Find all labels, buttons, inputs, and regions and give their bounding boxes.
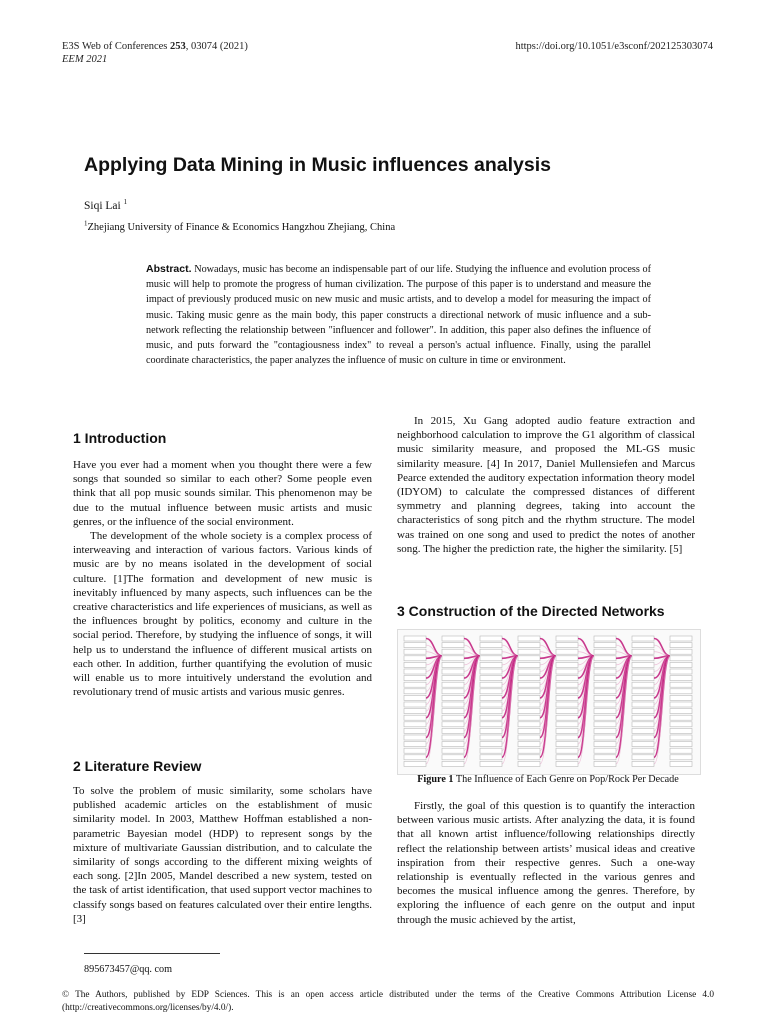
genre-node-box [404, 761, 426, 766]
genre-node-box [518, 728, 540, 733]
genre-node-box [404, 643, 426, 648]
paragraph: Firstly, the goal of this question is to quantify the interaction between various music artists. After analyzing the data, it is found that all known artist influence/following relationships directly reflect the relationship between artists’ musical ideas and creative inspiration from their respective genres. Such a one-way relationship is eventually reflected in the various genres and becomes the musical influence among the genres. Therefore, by exploring the influence of each genre on the output and input through the music achieved by the artist, [397, 800, 695, 926]
genre-node-box [556, 715, 578, 720]
genre-node-box [670, 636, 692, 641]
genre-node-box [594, 761, 616, 766]
paragraph: To solve the problem of music similarity, some scholars have published academic articles on the establishment of music similarity model. In 2003, Matthew Hoffman established a non-parametric Bayesian model (HDP) to represent songs by the mixture of multivariate Gaussian distribution, and to calculate the similarity of songs according to the different mixing weights of each song. [2]In 2005, Mandel described a new system, tested on the task of artist identification, that used support vector machines to classify songs based on features calculated over their entire lengths.[3] [73, 785, 372, 925]
genre-node-box [480, 702, 502, 707]
influence-flow-link [540, 639, 556, 656]
influence-flow-link [464, 639, 480, 656]
genre-node-box [556, 662, 578, 667]
genre-node-box [670, 715, 692, 720]
genre-node-box [480, 682, 502, 687]
license-statement: © The Authors, published by EDP Sciences. This is an open access article distributed under the terms of the Creative Commons Attribution License 4.0 (http://creativecommons.org/licenses/by/4.0/). [62, 990, 714, 1013]
figure-caption [397, 774, 699, 786]
genre-node-box [442, 709, 464, 714]
genre-node-box [556, 695, 578, 700]
influence-flow-link [616, 639, 632, 656]
genre-node-box [404, 676, 426, 681]
genre-node-box [518, 649, 540, 654]
genre-node-box [556, 735, 578, 740]
genre-node-box [480, 649, 502, 654]
genre-node-box [404, 715, 426, 720]
genre-node-box [518, 695, 540, 700]
genre-node-box [518, 722, 540, 727]
genre-node-box [442, 748, 464, 753]
influence-flow-diagram [398, 630, 700, 774]
genre-node-box [632, 728, 654, 733]
literature-review-body [73, 784, 372, 926]
genre-node-box [518, 689, 540, 694]
genre-node-box [480, 722, 502, 727]
genre-node-box [670, 728, 692, 733]
genre-node-box [594, 742, 616, 747]
genre-node-box [442, 689, 464, 694]
genre-node-box [518, 735, 540, 740]
genre-node-box [632, 715, 654, 720]
genre-node-box [404, 669, 426, 674]
genre-node-box [632, 689, 654, 694]
figure-caption-text: The Influence of Each Genre on Pop/Rock Per Decade [453, 774, 679, 785]
genre-node-box [480, 755, 502, 760]
genre-node-box [670, 755, 692, 760]
genre-node-box [594, 643, 616, 648]
genre-node-box [556, 742, 578, 747]
genre-node-box [480, 735, 502, 740]
genre-node-box [632, 682, 654, 687]
genre-node-box [556, 761, 578, 766]
genre-node-box [480, 709, 502, 714]
genre-node-box [404, 662, 426, 667]
author [84, 200, 127, 212]
genre-node-box [556, 755, 578, 760]
genre-node-box [518, 636, 540, 641]
genre-node-box [632, 722, 654, 727]
genre-node-box [404, 722, 426, 727]
genre-node-box [670, 689, 692, 694]
genre-node-box [670, 656, 692, 661]
genre-node-box [404, 748, 426, 753]
genre-node-box [442, 735, 464, 740]
genre-node-box [594, 722, 616, 727]
genre-node-box [670, 643, 692, 648]
genre-node-box [480, 695, 502, 700]
genre-node-box [632, 742, 654, 747]
genre-node-box [670, 649, 692, 654]
genre-node-box [404, 695, 426, 700]
directed-networks-body [397, 799, 695, 927]
genre-node-box [404, 636, 426, 641]
genre-node-box [632, 735, 654, 740]
genre-node-box [442, 702, 464, 707]
article-info: , 03074 (2021) [185, 41, 248, 52]
genre-node-box [480, 662, 502, 667]
genre-node-box [480, 689, 502, 694]
genre-node-box [594, 669, 616, 674]
genre-node-box [670, 748, 692, 753]
genre-node-box [480, 742, 502, 747]
genre-node-box [518, 742, 540, 747]
affiliation-text: Zhejiang University of Finance & Economics Hangzhou Zhejiang, China [87, 222, 396, 233]
influence-flow-link [426, 639, 442, 656]
genre-node-box [632, 669, 654, 674]
genre-node-box [594, 748, 616, 753]
genre-node-box [442, 643, 464, 648]
genre-node-box [594, 735, 616, 740]
journal-prefix: E3S Web of Conferences [62, 41, 171, 52]
section-heading-literature-review: 2 Literature Review [73, 758, 202, 774]
genre-node-box [518, 702, 540, 707]
genre-node-box [518, 676, 540, 681]
genre-node-box [632, 656, 654, 661]
influence-flow-link [654, 639, 670, 656]
abstract-text: Nowadays, music has become an indispensable part of our life. Studying the influence and evolution process of music will help to promote the progress of human civilization. The purpose of this paper is to understand and measure the impact of previously produced music on new music and music artists, and to develop a model for measuring the impact of music. Taking music genre as the main body, this paper constructs a directional network of music influence and a sub-network reflecting the relationship between "influencer and follower". In addition, this paper also defines the influence of music, and puts forward the "contagiousness index" to reveal a person's actual influence. Finally, using the parallel coordinate characteristics, the paper analyzes the influence of music on culture in time or environment. [146, 264, 652, 367]
genre-node-box [442, 715, 464, 720]
genre-node-box [670, 702, 692, 707]
affiliation-mark: 1 [84, 219, 88, 228]
genre-node-box [594, 682, 616, 687]
genre-node-box [632, 702, 654, 707]
genre-node-box [404, 742, 426, 747]
genre-node-box [670, 676, 692, 681]
genre-node-box [556, 728, 578, 733]
genre-node-box [594, 656, 616, 661]
genre-node-box [518, 669, 540, 674]
genre-node-box [556, 709, 578, 714]
section-heading-directed-networks: 3 Construction of the Directed Networks [397, 603, 665, 619]
genre-node-box [518, 682, 540, 687]
genre-node-box [442, 636, 464, 641]
genre-node-box [442, 742, 464, 747]
genre-node-box [442, 695, 464, 700]
genre-node-box [480, 676, 502, 681]
conference-name: EEM 2021 [62, 54, 108, 65]
genre-node-box [442, 649, 464, 654]
genre-node-box [594, 662, 616, 667]
genre-node-box [442, 755, 464, 760]
journal-volume: 253 [170, 41, 186, 52]
genre-node-box [632, 662, 654, 667]
genre-node-box [480, 643, 502, 648]
affiliation [84, 219, 396, 233]
genre-node-box [404, 649, 426, 654]
genre-node-box [518, 748, 540, 753]
genre-node-box [556, 702, 578, 707]
genre-node-box [442, 656, 464, 661]
genre-node-box [556, 636, 578, 641]
figure-genre-influence-network [397, 629, 701, 775]
genre-node-box [442, 728, 464, 733]
genre-node-box [594, 649, 616, 654]
paragraph: Have you ever had a moment when you thought there were a few songs that sounded so similar to each other? Some people even think that all pop music sounds similar. This phenomenon may be due to the mutual influence between music artists and music genres, or the influence of the social environment. [73, 459, 372, 528]
genre-node-box [480, 728, 502, 733]
section-heading-introduction: 1 Introduction [73, 430, 167, 446]
genre-node-box [670, 669, 692, 674]
journal-citation [62, 41, 248, 52]
genre-node-box [518, 755, 540, 760]
genre-node-box [632, 755, 654, 760]
genre-node-box [442, 669, 464, 674]
genre-node-box [480, 715, 502, 720]
author-affiliation-mark: 1 [123, 198, 128, 207]
genre-node-box [670, 662, 692, 667]
genre-node-box [594, 636, 616, 641]
genre-node-box [518, 715, 540, 720]
genre-node-box [480, 656, 502, 661]
footnote-separator [84, 953, 220, 954]
genre-node-box [670, 761, 692, 766]
figure-label: Figure 1 [417, 774, 454, 785]
genre-node-box [480, 636, 502, 641]
footnote-email: 895673457@qq. com [84, 964, 173, 975]
genre-node-box [404, 689, 426, 694]
genre-node-box [556, 722, 578, 727]
genre-node-box [404, 728, 426, 733]
genre-node-box [404, 702, 426, 707]
genre-node-box [518, 643, 540, 648]
genre-node-box [632, 643, 654, 648]
genre-node-box [556, 689, 578, 694]
genre-node-box [518, 656, 540, 661]
literature-review-continued [397, 414, 695, 556]
genre-node-box [518, 761, 540, 766]
genre-node-box [670, 742, 692, 747]
genre-node-box [556, 656, 578, 661]
genre-node-box [632, 676, 654, 681]
genre-node-box [518, 662, 540, 667]
genre-node-box [670, 709, 692, 714]
author-name: Siqi Lai [84, 200, 121, 212]
genre-node-box [632, 748, 654, 753]
genre-node-box [480, 761, 502, 766]
influence-flow-link [502, 639, 518, 656]
abstract [146, 262, 651, 368]
genre-node-box [632, 649, 654, 654]
genre-node-box [670, 695, 692, 700]
genre-node-box [594, 709, 616, 714]
genre-node-box [594, 689, 616, 694]
genre-node-box [670, 722, 692, 727]
genre-node-box [404, 656, 426, 661]
genre-node-box [632, 695, 654, 700]
doi-link[interactable]: https://doi.org/10.1051/e3sconf/202125303074 [515, 41, 713, 52]
genre-node-box [556, 649, 578, 654]
genre-node-box [594, 695, 616, 700]
genre-node-box [556, 748, 578, 753]
genre-node-box [518, 709, 540, 714]
influence-flow-link [578, 639, 594, 656]
genre-node-box [632, 636, 654, 641]
genre-node-box [442, 662, 464, 667]
genre-node-box [404, 755, 426, 760]
genre-node-box [442, 722, 464, 727]
genre-node-box [670, 735, 692, 740]
genre-node-box [404, 682, 426, 687]
genre-node-box [556, 682, 578, 687]
genre-node-box [556, 669, 578, 674]
genre-node-box [442, 682, 464, 687]
genre-node-box [480, 748, 502, 753]
introduction-body [73, 458, 372, 699]
genre-node-box [480, 669, 502, 674]
genre-node-box [594, 728, 616, 733]
paper-title: Applying Data Mining in Music influences analysis [84, 154, 552, 176]
genre-node-box [556, 643, 578, 648]
genre-node-box [442, 761, 464, 766]
genre-node-box [404, 709, 426, 714]
genre-node-box [442, 676, 464, 681]
genre-node-box [556, 676, 578, 681]
genre-node-box [632, 709, 654, 714]
genre-node-box [594, 702, 616, 707]
genre-node-box [404, 735, 426, 740]
abstract-label: Abstract. [146, 263, 192, 275]
genre-node-box [632, 761, 654, 766]
genre-node-box [594, 676, 616, 681]
genre-node-box [594, 755, 616, 760]
genre-node-box [670, 682, 692, 687]
paragraph: The development of the whole society is a complex process of interweaving and interaction of various factors. Various kinds of music are by no means isolated in the development of social culture. [1]The formation and development of new music is inevitably influenced by many aspects, such influences can be the creative characteristics and life experiences of musicians, as well as the influences brought by politics, economy and culture in the social period. Therefore, by studying the influence of songs, it will help us to understand the influence of different musical artists on each other. In addition, further quantifying the evolution of music will enable us to more intuitively understand the evolution and revolutionary trend of music artists and various music genres. [73, 530, 372, 699]
paragraph: In 2015, Xu Gang adopted audio feature extraction and neighborhood calculation to improve the G1 algorithm of classical music similarity measure, and proposed the ML-GS music similarity measure. [4] In 2017, Daniel Mullensiefen and Marcus Pearce extended the auditory expectation information theory model (IDYOM) to calculate the compressed distances of different symmetry and planning degrees, taking into account the characteristics of song pitch and the rhythm structure. The model was trained on one song and used to predict the notes of another song. The higher the prediction rate, the higher the similarity. [5] [397, 415, 695, 555]
genre-node-box [594, 715, 616, 720]
